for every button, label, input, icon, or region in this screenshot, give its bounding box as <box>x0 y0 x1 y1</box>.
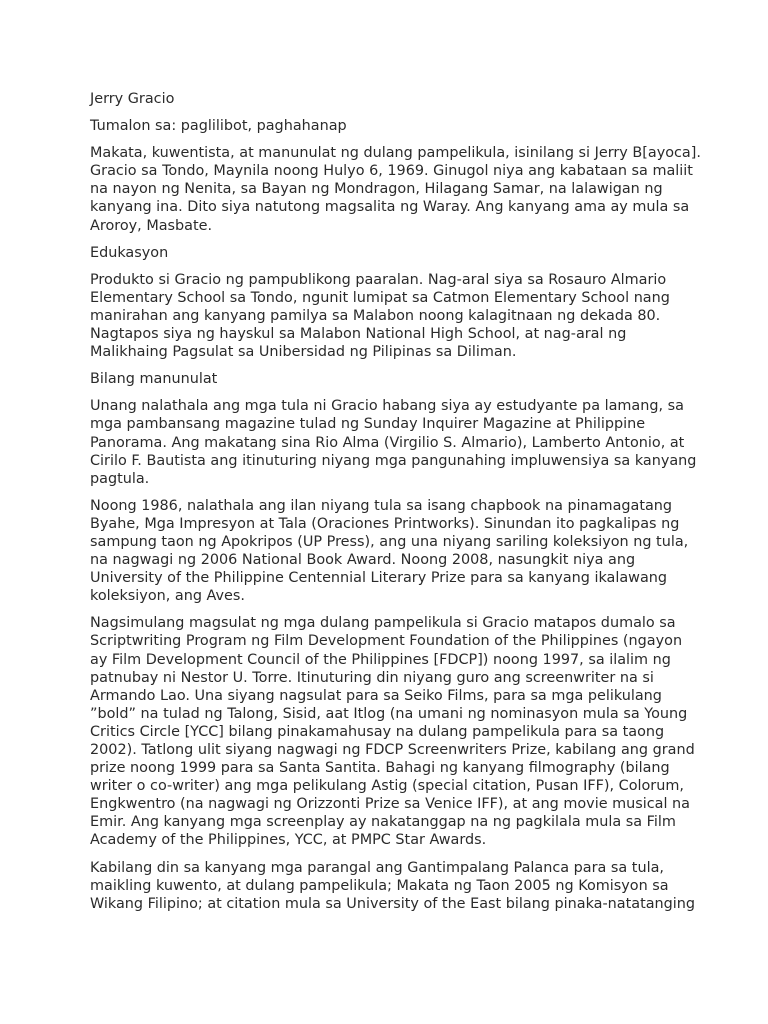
text-line: kanyang ina. Dito siya natutong magsalita ng Waray. Ang kanyang ama ay mula sa <box>90 199 690 216</box>
text-line: Kabilang din sa kanyang mga parangal ang Gantimpalang Palanca para sa tula, <box>90 859 664 876</box>
body-paragraph <box>90 859 696 913</box>
text-line: koleksiyon, ang Aves. <box>90 588 245 605</box>
text-line: Emir. Ang kanyang mga screenplay ay nakatanggap na ng pagkilala mula sa Film <box>90 814 676 831</box>
text-line: Malikhaing Pagsulat sa Unibersidad ng Pilipinas sa Diliman. <box>90 344 517 361</box>
body-paragraph <box>90 271 690 361</box>
text-line: Jerry Gracio <box>90 91 175 107</box>
text-line: patnubay ni Nestor U. Torre. Itinuturing din niyang guro ang screenwriter na si <box>90 669 654 686</box>
text-line: Gracio sa Tondo, Maynila noong Hulyo 6, 1969. Ginugol niya ang kabataan sa maliit <box>90 163 693 180</box>
text-line: sampung taon ng Apokripos (UP Press), ang una niyang sariling koleksiyon ng tula, <box>90 533 689 550</box>
text-line: Bilang manunulat <box>90 371 218 388</box>
body-paragraph <box>90 614 695 849</box>
text-line: mga pambansang magazine tulad ng Sunday Inquirer Magazine at Philippine <box>90 416 646 433</box>
text-line: Unang nalathala ang mga tula ni Gracio habang siya ay estudyante pa lamang, sa <box>90 398 684 415</box>
text-line: Panorama. Ang makatang sina Rio Alma (Virgilio S. Almario), Lamberto Antonio, at <box>90 434 685 451</box>
text-line: 2002). Tatlong ulit siyang nagwagi ng FDCP Screenwriters Prize, kabilang ang grand <box>90 742 695 758</box>
text-line: Edukasyon <box>90 244 169 261</box>
section-heading <box>90 244 690 262</box>
text-line: Wikang Filipino; at citation mula sa University of the East bilang pinaka-natatanging <box>90 895 696 912</box>
text-line: Engkwentro (na nagwagi ng Orizzonti Prize sa Venice IFF), at ang movie musical na <box>90 796 690 813</box>
text-line: Aroroy, Masbate. <box>90 217 213 234</box>
text-line: Tumalon sa: paglilibot, paghahanap <box>90 118 347 135</box>
text-line: Nagtapos siya ng hayskul sa Malabon National High School, at nag-aral ng <box>90 326 627 343</box>
text-line: Noong 1986, nalathala ang ilan niyang tula sa isang chapbook na pinamagatang <box>90 497 673 514</box>
text-line: pagtula. <box>90 470 150 487</box>
text-line: Academy of the Philippines, YCC, at PMPC Star Awards. <box>90 832 487 849</box>
body-paragraph <box>90 144 701 234</box>
text-line: na nagwagi ng 2006 National Book Award. Noong 2008, nasungkit niya ang <box>90 552 636 569</box>
text-line: manirahan ang kanyang pamilya sa Malabon noong kalagitnaan ng dekada 80. <box>90 307 661 324</box>
section-heading <box>90 370 690 388</box>
text-line: maikling kuwento, at dulang pampelikula; Makata ng Taon 2005 ng Komisyon sa <box>90 877 669 894</box>
text-line: University of the Philippine Centennial Literary Prize para sa kanyang ikalawang <box>90 570 668 587</box>
text-line: prize noong 1999 para sa Santa Santita. Bahagi ng kanyang filmography (bilang <box>90 760 670 777</box>
text-line: Byahe, Mga Impresyon at Tala (Oraciones Printworks). Sinundan ito pagkalipas ng <box>90 515 680 532</box>
document-title <box>90 90 690 108</box>
text-line: na nayon ng Nenita, sa Bayan ng Mondragon, Hilagang Samar, na lalawigan ng <box>90 181 663 198</box>
text-line: Armando Lao. Una siyang nagsulat para sa Seiko Films, para sa mga pelikulang <box>90 687 662 704</box>
text-line: Scriptwriting Program ng Film Development Foundation of the Philippines (ngayon <box>90 633 683 650</box>
document-page <box>90 90 701 922</box>
text-line: ”bold” na tulad ng Talong, Sisid, aat Itlog (na umani ng nominasyon mula sa Young <box>90 705 688 722</box>
text-line: Critics Circle [YCC] bilang pinakamahusay na dulang pampelikula para sa taong <box>90 723 665 740</box>
body-paragraph <box>90 397 697 487</box>
section-heading <box>90 117 690 135</box>
text-line: Nagsimulang magsulat ng mga dulang pampelikula si Gracio matapos dumalo sa <box>90 615 676 632</box>
text-line: Makata, kuwentista, at manunulat ng dulang pampelikula, isinilang si Jerry B[ayoca]. <box>90 145 701 162</box>
body-paragraph <box>90 497 690 606</box>
text-line: Cirilo F. Bautista ang itinuturing niyang mga pangunahing impluwensiya sa kanyang <box>90 452 697 469</box>
text-line: ay Film Development Council of the Philippines [FDCP]) noong 1997, sa ilalim ng <box>90 651 671 668</box>
text-line: writer o co-writer) ang mga pelikulang Astig (special citation, Pusan IFF), Colorum, <box>90 778 684 795</box>
text-line: Elementary School sa Tondo, ngunit lumipat sa Catmon Elementary School nang <box>90 289 670 306</box>
text-line: Produkto si Gracio ng pampublikong paaralan. Nag-aral siya sa Rosauro Almario <box>90 271 667 288</box>
